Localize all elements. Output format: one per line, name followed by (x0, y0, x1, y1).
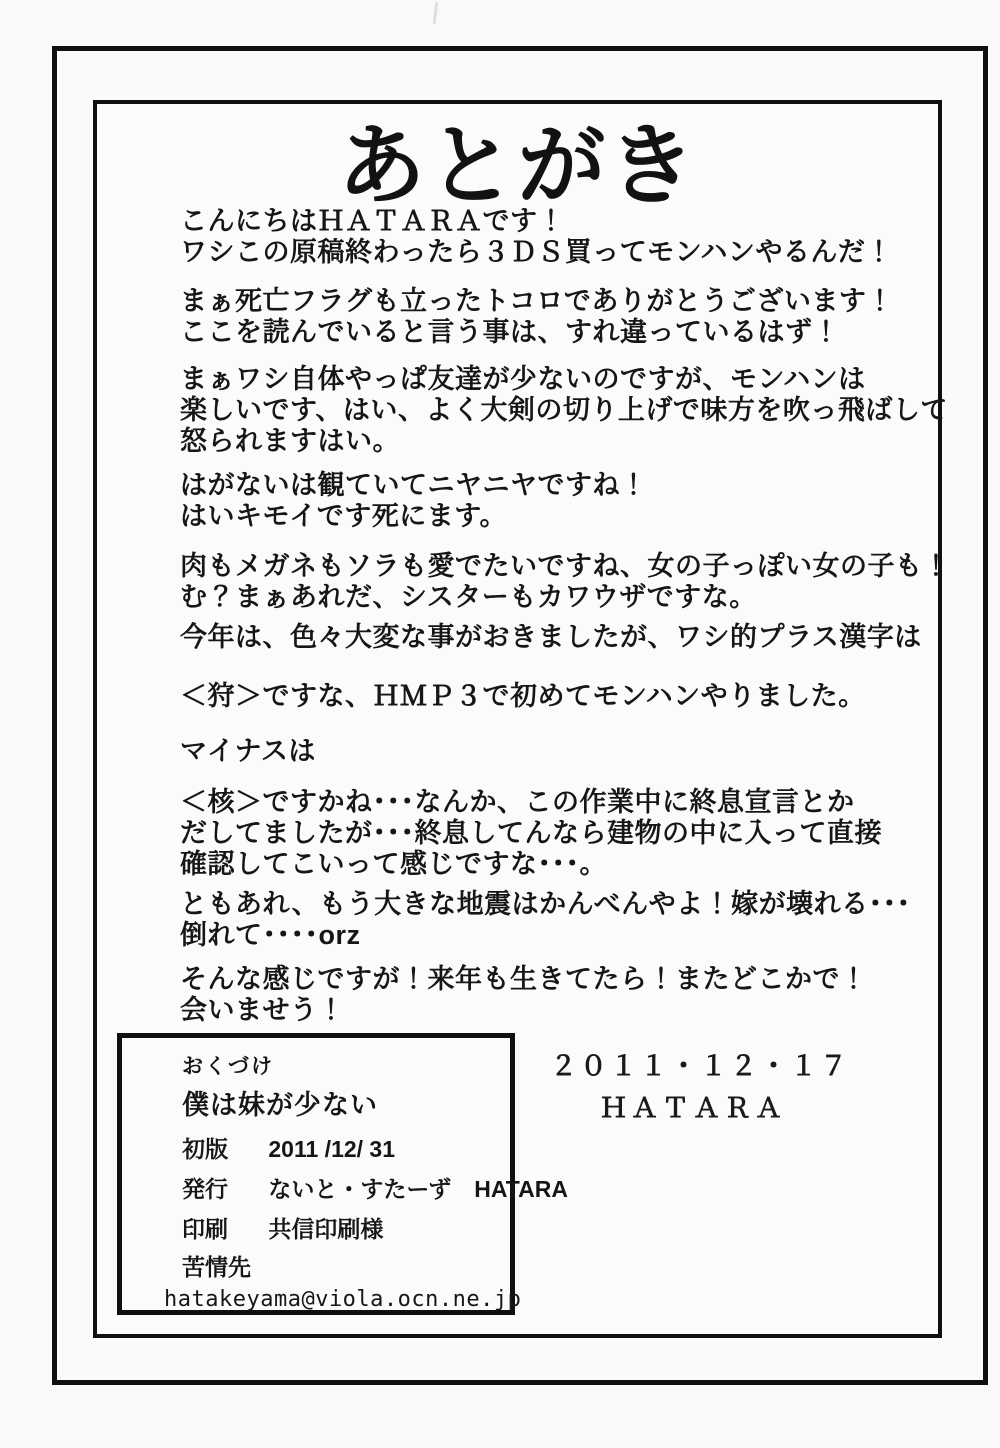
afterword-line: ワシこの原稿終わったら３ＤＳ買ってモンハンやるんだ！ (180, 237, 893, 267)
afterword-paragraph (180, 286, 894, 348)
colophon-row-value: 2011 /12/ 31 (268, 1136, 396, 1162)
afterword-line: 会いませう！ (180, 995, 345, 1025)
afterword-paragraph (180, 206, 893, 268)
colophon-row-label: 苦情先 (182, 1254, 251, 1280)
signature-date: ２０１１・１２・１７ (550, 1051, 850, 1081)
afterword-line: 楽しいです、はい、よく大剣の切り上げで味方を吹っ飛ばして (180, 395, 948, 425)
colophon-heading: おくづけ (182, 1055, 274, 1078)
colophon-row-publisher (182, 1171, 568, 1204)
afterword-paragraph (180, 681, 866, 712)
afterword-line: ここを読んでいると言う事は、すれ違っているはず！ (180, 317, 840, 347)
colophon-row-value: 共信印刷様 (268, 1216, 384, 1242)
afterword-line: 怒られますはい。 (180, 426, 400, 456)
afterword-paragraph (180, 889, 911, 951)
afterword-line: マイナスは (180, 736, 316, 766)
colophon-book-title: 僕は妹が少ない (182, 1090, 378, 1120)
afterword-line: こんにちはＨＡＴＡＲＡです！ (180, 206, 565, 236)
afterword-paragraph (180, 551, 950, 613)
afterword-paragraph (180, 364, 948, 457)
afterword-line: まぁ死亡フラグも立ったトコロでありがとうございます！ (180, 286, 894, 316)
afterword-line: 倒れて････orz (180, 920, 361, 950)
colophon-row-printer (182, 1211, 383, 1244)
page-title: あとがき (337, 116, 698, 215)
afterword-line: まぁワシ自体やっぱ友達が少ないのですが、モンハンは (180, 364, 866, 394)
afterword-line: ともあれ、もう大きな地震はかんべんやよ！嫁が壊れる･･･ (180, 889, 911, 919)
colophon-row-label: 初版 (182, 1136, 228, 1162)
afterword-line: はがないは観ていてニヤニヤですね！ (180, 470, 648, 500)
colophon-row-label: 発行 (182, 1176, 228, 1202)
colophon-row-first-edition (182, 1131, 395, 1164)
afterword-line: 肉もメガネもソラも愛でたいですね、女の子っぽい女の子も！ (180, 551, 950, 581)
afterword-line: はいキモイです死にます。 (180, 501, 508, 531)
colophon-row-complaints (182, 1249, 275, 1282)
signature-block (550, 1044, 850, 1125)
afterword-line: ＜核＞ですかね･･･なんか、この作業中に終息宣言とか (180, 787, 855, 817)
afterword-paragraph (180, 787, 882, 880)
afterword-line: だしてましたが･･･終息してんなら建物の中に入って直接 (180, 818, 882, 848)
afterword-line: そんな感じですが！来年も生きてたら！またどこかで！ (180, 964, 868, 994)
afterword-line: ＜狩＞ですな、ＨＭＰ３で初めてモンハンやりました。 (180, 681, 866, 711)
afterword-paragraph (180, 622, 922, 653)
colophon-row-label: 印刷 (182, 1216, 228, 1242)
colophon-box (117, 1033, 568, 1315)
afterword-paragraph (180, 470, 648, 532)
signature-name: ＨＡＴＡＲＡ (600, 1093, 786, 1123)
afterword-line: む？まぁあれだ、シスターもカワウザですな。 (180, 582, 757, 612)
colophon-email: hatakeyama@viola.ocn.ne.jp (164, 1287, 522, 1312)
scan-artifact-mark (433, 2, 439, 24)
colophon-row-value: ないと・すたーず HATARA (268, 1176, 568, 1202)
afterword-paragraph (180, 964, 868, 1026)
afterword-line: 確認してこいって感じですな･･･。 (180, 849, 607, 879)
afterword-line: 今年は、色々大変な事がおきましたが、ワシ的プラス漢字は (180, 622, 922, 652)
afterword-paragraph (180, 736, 316, 767)
